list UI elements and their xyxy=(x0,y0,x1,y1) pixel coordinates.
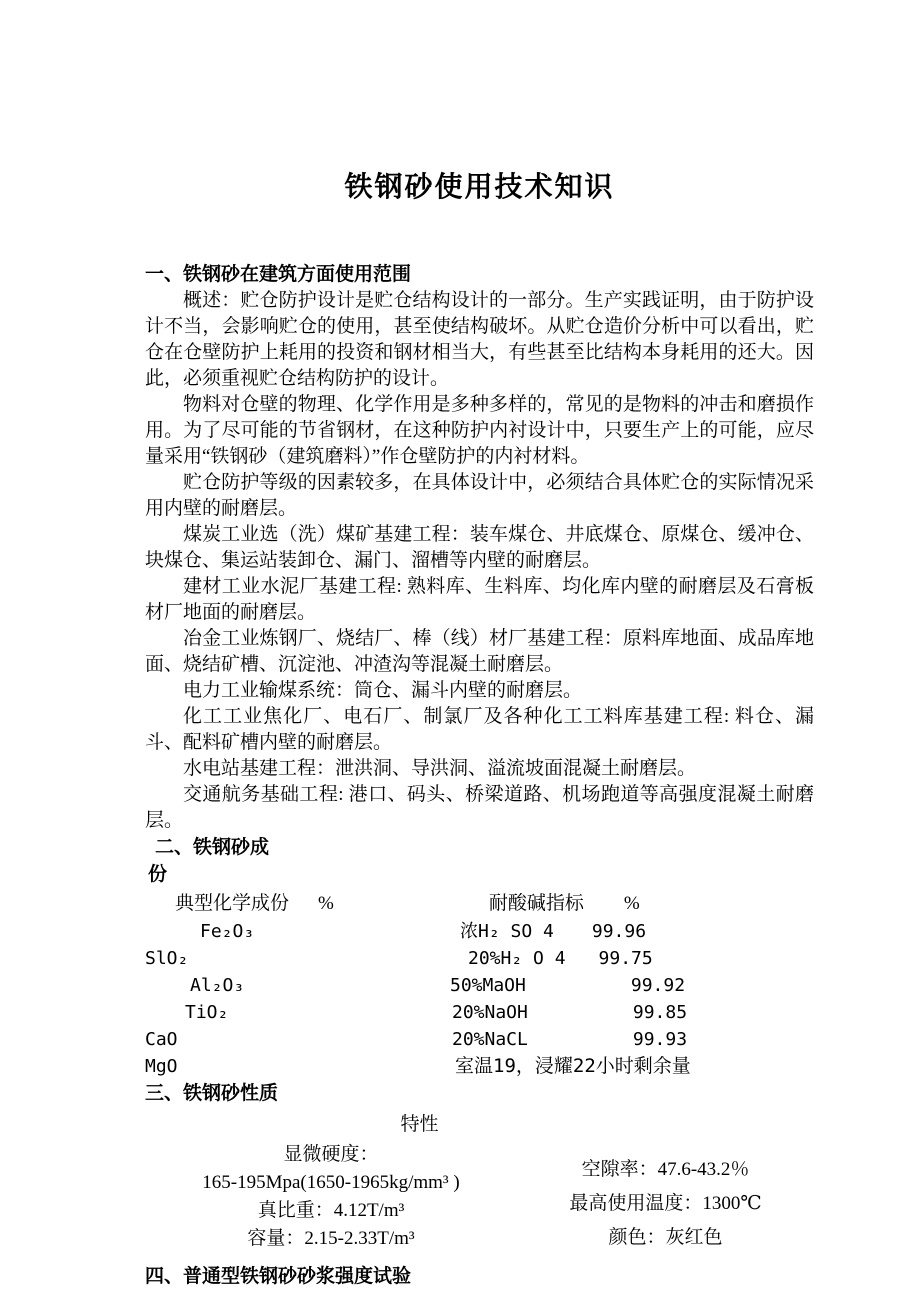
paragraph-chemical-industry: 化工工业焦化厂、电石厂、制氯厂及各种化工工料库基建工程: 料仓、漏斗、配料矿槽内壁的耐磨层。 xyxy=(145,706,814,753)
composition-row-tio2 xyxy=(145,999,814,1026)
composition-table-header xyxy=(145,890,814,918)
properties-right-column xyxy=(517,1141,814,1255)
acid-alkali-indicator: 20%H₂ O 4 xyxy=(468,948,566,969)
acid-alkali-index-header: 耐酸碱指标 xyxy=(488,893,584,914)
composition-row-fe2o3 xyxy=(145,918,814,945)
purity-value: 99.75 xyxy=(598,948,653,969)
paragraph-power-industry: 电力工业输煤系统：筒仓、漏斗内壁的耐磨层。 xyxy=(183,680,583,701)
property-porosity: 空隙率：47.6-43.2％ xyxy=(581,1159,750,1180)
chemical-formula: Al₂O₃ xyxy=(190,975,245,996)
purity-value: 99.96 xyxy=(591,921,647,942)
property-max-temperature: 最高使用温度：1300℃ xyxy=(569,1193,762,1214)
paragraph-hydropower: 水电站基建工程：泄洪洞、导洪洞、溢流坡面混凝土耐磨层。 xyxy=(183,758,697,779)
paragraph-material-action: 物料对仓壁的物理、化学作用是多种多样的，常见的是物料的冲击和磨损作用。为了尽可能的节省钢材，在这种防护内衬设计中，只要生产上的可能，应尽量采用“铁钢砂（建筑磨料）”作仓壁防护的内衬材料。 xyxy=(145,394,814,467)
section-2-heading-line-2: 份 xyxy=(148,864,168,885)
section-2-heading xyxy=(145,834,814,888)
chemical-composition-unit: % xyxy=(318,893,334,914)
chemical-formula: TiO₂ xyxy=(185,1002,229,1023)
document-title: 铁钢砂使用技术知识 xyxy=(344,172,615,203)
property-capacity: 容量：2.15-2.33T/m³ xyxy=(247,1228,415,1249)
acid-alkali-indicator: 20%NaCL xyxy=(452,1029,528,1050)
acid-alkali-indicator: 室温19，浸耀22小时剩余量 xyxy=(455,1055,691,1077)
paragraph-metallurgy: 冶金工业炼钢厂、烧结厂、棒（线）材厂基建工程：原料库地面、成品库地面、烧结矿槽、沉淀池、冲渣沟等混凝土耐磨层。 xyxy=(145,628,814,675)
paragraph-overview: 概述：贮仓防护设计是贮仓结构设计的一部分。生产实践证明，由于防护设计不当，会影响贮仓的使用，甚至使结构破坏。从贮仓造价分析中可以看出，贮仓在仓壁防护上耗用的投资和钢材相当大，有些甚至比结构本身耗用的还大。因此，必须重视贮仓结构防护的设计。 xyxy=(145,290,814,389)
composition-row-cao xyxy=(145,1026,814,1053)
section-1-heading: 一、铁钢砂在建筑方面使用范围 xyxy=(145,264,412,285)
paragraph-protection-level: 贮仓防护等级的因素较多，在具体设计中，必须结合具体贮仓的实际情况采用内壁的耐磨层。 xyxy=(145,472,814,519)
section-3-heading: 三、铁钢砂性质 xyxy=(145,1083,279,1104)
properties-section xyxy=(145,1141,814,1255)
purity-value: 99.93 xyxy=(632,1029,688,1050)
purity-value: 99.92 xyxy=(630,975,686,996)
paragraph-coal-industry: 煤炭工业选（洗）煤矿基建工程：装车煤仓、井底煤仓、原煤仓、缓冲仓、块煤仓、集运站装卸仓、漏门、溜槽等内壁的耐磨层。 xyxy=(145,524,814,571)
chemical-formula: SlO₂ xyxy=(145,948,189,969)
property-color: 颜色：灰红色 xyxy=(608,1227,723,1248)
trait-label: 特性 xyxy=(400,1114,439,1135)
paragraph-building-material: 建材工业水泥厂基建工程: 熟料库、生料库、均化库内壁的耐磨层及石膏板材厂地面的耐磨层。 xyxy=(145,576,814,623)
section-4-heading: 四、普通型铁钢砂砂浆强度试验 xyxy=(145,1266,412,1287)
acid-alkali-indicator: 50%MaOH xyxy=(450,975,526,996)
property-micro-hardness-value: 165-195Mpa(1650-1965kg/mm³ ) xyxy=(202,1172,460,1193)
chemical-formula: CaO xyxy=(145,1029,178,1050)
acid-alkali-indicator: 浓H₂ SO 4 xyxy=(460,921,554,942)
composition-row-slo2 xyxy=(145,945,814,972)
purity-value: 99.85 xyxy=(632,1002,688,1023)
composition-row-al2o3 xyxy=(145,972,814,999)
chemical-formula: Fe₂O₃ xyxy=(200,921,255,942)
composition-table xyxy=(145,890,814,1080)
chemical-composition-header: 典型化学成份 xyxy=(175,893,290,914)
chemical-formula: MgO xyxy=(145,1056,178,1077)
paragraph-transport: 交通航务基础工程: 港口、码头、桥梁道路、机场跑道等高强度混凝土耐磨层。 xyxy=(145,784,814,831)
properties-left-column xyxy=(145,1141,517,1255)
section-2-heading-line-1: 二、铁钢砂成 xyxy=(155,837,270,858)
composition-row-mgo xyxy=(145,1053,814,1080)
acid-alkali-index-unit: % xyxy=(623,893,640,914)
property-micro-hardness-label: 显微硬度： xyxy=(283,1144,379,1165)
acid-alkali-indicator: 20%NaOH xyxy=(452,1002,528,1023)
property-specific-gravity: 真比重：4.12T/m³ xyxy=(257,1200,405,1221)
